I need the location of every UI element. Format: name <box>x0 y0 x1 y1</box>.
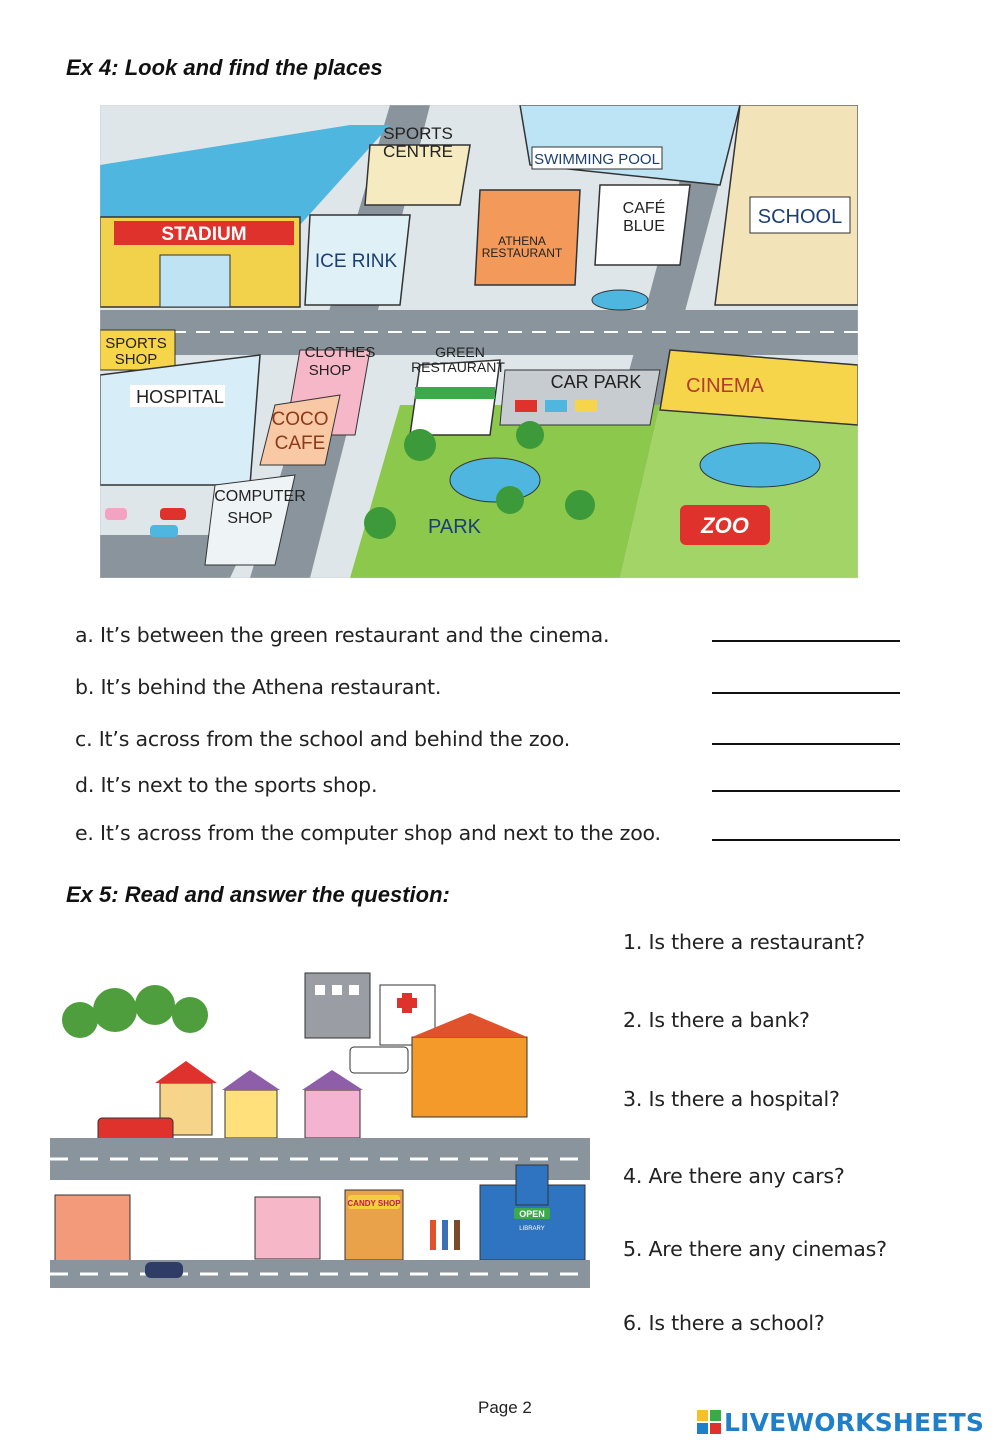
answer-blank-b[interactable] <box>712 692 900 694</box>
town-street-illustration <box>50 965 590 1290</box>
logo-icon <box>696 1409 722 1435</box>
label-candy-shop: CANDY SHOP <box>347 1199 401 1208</box>
label-computer-shop-2: SHOP <box>227 510 273 527</box>
ex5-question-6: 6. Is there a school? <box>623 1311 825 1335</box>
label-cafe-blue-1: CAFÉ <box>622 200 666 217</box>
answer-blank-e[interactable] <box>712 839 900 841</box>
label-swimming-pool: SWIMMING POOL <box>534 151 660 168</box>
logo-text: LIVEWORKSHEETS <box>724 1407 985 1437</box>
label-library: LIBRARY <box>519 1226 545 1232</box>
ex5-question-3: 3. Is there a hospital? <box>623 1087 840 1111</box>
ex5-question-5: 5. Are there any cinemas? <box>623 1237 887 1261</box>
ex4-question-c: c. It’s across from the school and behind the zoo. <box>75 727 571 751</box>
answer-blank-d[interactable] <box>712 790 900 792</box>
ex4-question-e: e. It’s across from the computer shop and next to the zoo. <box>75 821 661 845</box>
ex4-question-a: a. It’s between the green restaurant and the cinema. <box>75 623 610 647</box>
label-clothes-shop-2: SHOP <box>308 362 352 379</box>
label-sports-shop-2: SHOP <box>114 351 158 368</box>
page-number: Page 2 <box>478 1398 532 1417</box>
label-ice-rink: ICE RINK <box>314 251 398 272</box>
label-computer-shop-1: COMPUTER <box>214 488 306 505</box>
ex5-title: Ex 5: Read and answer the question: <box>66 882 450 907</box>
label-hospital: HOSPITAL <box>136 387 224 407</box>
label-stadium: STADIUM <box>161 224 247 245</box>
label-sports-centre-1: SPORTS <box>383 124 453 143</box>
ex5-question-2: 2. Is there a bank? <box>623 1008 810 1032</box>
ex5-question-4: 4. Are there any cars? <box>623 1164 845 1188</box>
answer-blank-c[interactable] <box>712 743 900 745</box>
liveworksheets-logo[interactable] <box>696 1405 984 1439</box>
label-athena-2: RESTAURANT <box>481 246 563 260</box>
label-open: OPEN <box>519 1209 545 1219</box>
ex4-title: Ex 4: Look and find the places <box>66 55 383 80</box>
ex4-question-b: b. It’s behind the Athena restaurant. <box>75 675 442 699</box>
label-green-restaurant-2: RESTAURANT <box>411 359 505 375</box>
label-park: PARK <box>428 516 481 538</box>
label-green-restaurant-1: GREEN <box>435 344 485 360</box>
label-sports-shop-1: SPORTS <box>105 335 167 352</box>
label-cinema: CINEMA <box>686 375 764 397</box>
label-car-park: CAR PARK <box>550 372 642 392</box>
town-map-illustration <box>100 105 858 578</box>
label-zoo: ZOO <box>701 513 749 538</box>
ex4-question-d: d. It’s next to the sports shop. <box>75 773 378 797</box>
ex5-question-1: 1. Is there a restaurant? <box>623 930 865 954</box>
label-coco-cafe-2: CAFE <box>274 433 326 454</box>
answer-blank-a[interactable] <box>712 640 900 642</box>
label-clothes-shop-1: CLOTHES <box>304 344 376 361</box>
label-coco-cafe-1: COCO <box>271 409 329 430</box>
label-cafe-blue-2: BLUE <box>623 218 665 235</box>
label-athena-1: ATHENA <box>498 234 546 248</box>
label-school: SCHOOL <box>757 206 843 228</box>
label-sports-centre-2: CENTRE <box>383 142 453 161</box>
